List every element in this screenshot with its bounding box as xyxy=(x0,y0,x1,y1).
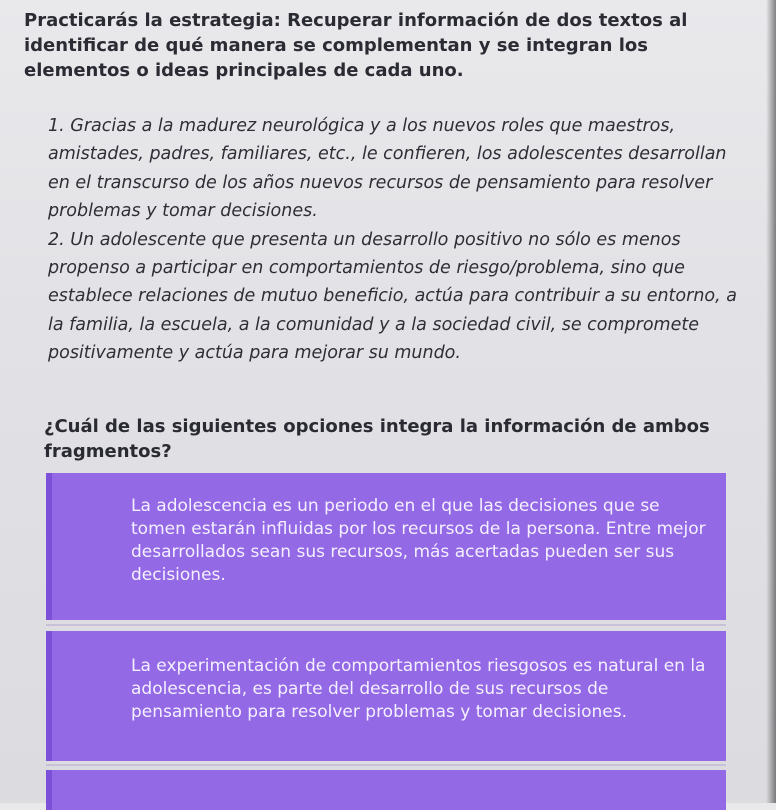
fragment-2: 2. Un adolescente que presenta un desarrollo positivo no sólo es menos propenso a participar en comportamientos de riesgo/problema, sino que establece relaciones de mutuo beneficio, actúa para contribuir a su entorno, a la familia, la escuela, a la comunidad y a la sociedad civil, se compromete positivamente y actúa para mejorar su mundo. xyxy=(48,229,737,364)
option-edge xyxy=(46,631,52,761)
answer-option-c[interactable] xyxy=(46,770,726,810)
option-divider xyxy=(46,624,726,626)
fragment-1: 1. Gracias a la madurez neurológica y a los nuevos roles que maestros, amistades, padres, familiares, etc., le confieren, los adolescentes desarrollan en el transcurso de los años nuevos recursos de pensamiento para resolver problemas y tomar decisiones. xyxy=(48,116,727,222)
text-fragments xyxy=(48,112,753,368)
page-edge-shadow xyxy=(766,0,776,803)
instructions-text: Practicarás la estrategia: Recuperar información de dos textos al identificar de qué manera se complementan y se integran los elementos o ideas principales de cada uno. xyxy=(24,10,688,81)
option-edge xyxy=(46,770,52,810)
option-b-text: La experimentación de comportamientos riesgosos es natural en la adolescencia, es parte del desarrollo de sus recursos de pensamiento para resolver problemas y tomar decisiones. xyxy=(131,656,706,722)
option-divider xyxy=(46,764,726,766)
option-edge xyxy=(46,473,52,620)
answer-option-b[interactable] xyxy=(46,631,726,761)
option-a-text: La adolescencia es un periodo en el que las decisiones que se tomen estarán influidas por los recursos de la persona. Entre mejor desarrollados sean sus recursos, más acertadas pueden ser sus decisiones. xyxy=(131,496,706,585)
question-text: ¿Cuál de las siguientes opciones integra la información de ambos fragmentos? xyxy=(44,416,710,462)
answer-option-a[interactable] xyxy=(46,473,726,620)
